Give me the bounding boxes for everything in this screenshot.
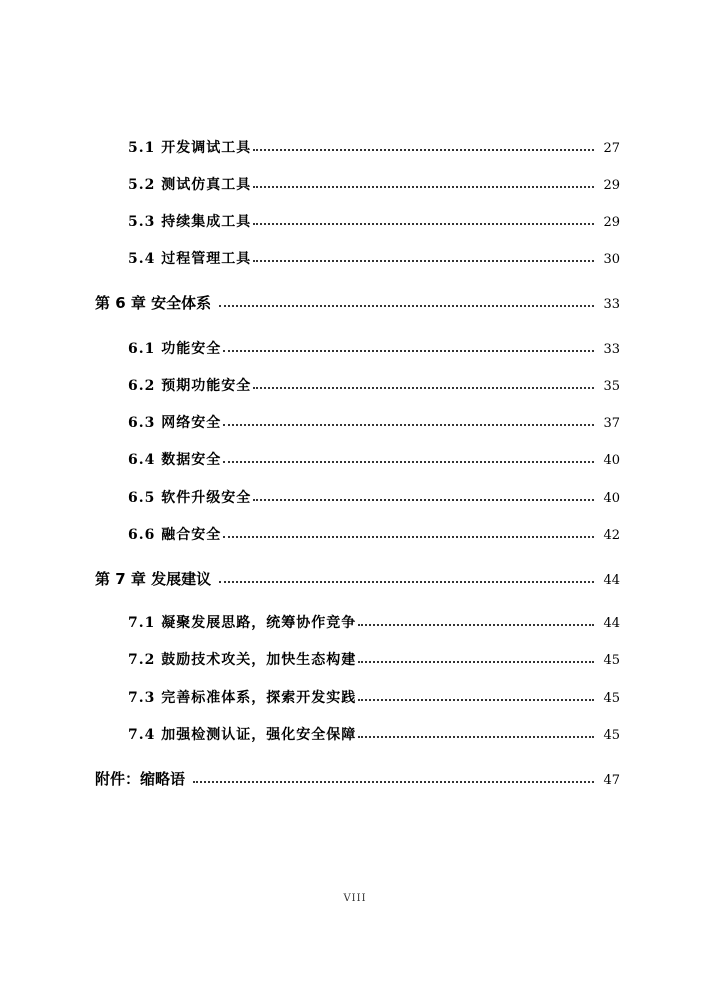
toc-entry-title: 6.2 预期功能安全 xyxy=(128,378,252,394)
dot-leader xyxy=(253,387,594,389)
toc-entry-page: 45 xyxy=(603,728,620,743)
toc-entry[interactable] xyxy=(128,643,620,667)
dot-leader xyxy=(358,699,594,701)
page-number: VIII xyxy=(343,893,367,904)
toc-entry[interactable] xyxy=(128,205,620,229)
dot-leader xyxy=(253,260,594,262)
toc-entry-page: 44 xyxy=(603,573,620,588)
dot-leader xyxy=(253,149,594,151)
toc-entry[interactable] xyxy=(128,606,620,630)
toc-entry-page: 45 xyxy=(603,653,620,668)
dot-leader xyxy=(358,661,594,663)
toc-entry-title: 附件：缩略语 xyxy=(95,770,186,788)
toc-entry-page: 27 xyxy=(603,141,620,156)
dot-leader xyxy=(219,305,594,307)
toc-entry[interactable] xyxy=(128,242,620,266)
toc-entry-title: 第 7 章 发展建议 xyxy=(95,570,212,588)
toc-entry-page: 33 xyxy=(603,342,620,357)
toc-entry[interactable] xyxy=(128,332,620,356)
toc-entry-page: 30 xyxy=(603,252,620,267)
dot-leader xyxy=(253,223,594,225)
toc-entry-title: 5.1 开发调试工具 xyxy=(128,140,252,156)
toc-entry[interactable] xyxy=(128,406,620,430)
toc-entry-page: 29 xyxy=(603,178,620,193)
toc-entry-page: 42 xyxy=(603,528,620,543)
toc-appendix-entry[interactable] xyxy=(95,763,620,787)
toc-chapter-entry[interactable] xyxy=(95,287,620,311)
dot-leader xyxy=(223,350,594,352)
dot-leader xyxy=(253,186,594,188)
toc-entry-page: 37 xyxy=(603,416,620,431)
toc-entry-title: 6.1 功能安全 xyxy=(128,341,222,357)
toc-entry[interactable] xyxy=(128,718,620,742)
toc-entry-page: 40 xyxy=(603,491,620,506)
toc-entry-page: 35 xyxy=(603,379,620,394)
toc-entry-page: 33 xyxy=(603,297,620,312)
toc-entry[interactable] xyxy=(128,518,620,542)
toc-entry-title: 7.4 加强检测认证，强化安全保障 xyxy=(128,727,357,743)
toc-entry-page: 47 xyxy=(603,773,620,788)
dot-leader xyxy=(219,581,594,583)
toc-entry[interactable] xyxy=(128,369,620,393)
dot-leader xyxy=(223,461,594,463)
toc-entry-page: 29 xyxy=(603,215,620,230)
toc-chapter-entry[interactable] xyxy=(95,563,620,587)
toc-entry-title: 6.6 融合安全 xyxy=(128,527,222,543)
dot-leader xyxy=(253,499,594,501)
dot-leader xyxy=(223,536,594,538)
toc-entry-title: 7.1 凝聚发展思路，统筹协作竞争 xyxy=(128,615,357,631)
toc-entry-title: 7.2 鼓励技术攻关，加快生态构建 xyxy=(128,652,357,668)
toc-entry-title: 第 6 章 安全体系 xyxy=(95,294,212,312)
toc-entry-page: 44 xyxy=(603,616,620,631)
dot-leader xyxy=(358,624,594,626)
toc-entry[interactable] xyxy=(128,168,620,192)
dot-leader xyxy=(223,424,594,426)
toc-entry-title: 7.3 完善标准体系，探索开发实践 xyxy=(128,690,357,706)
toc-entry-title: 5.4 过程管理工具 xyxy=(128,251,252,267)
toc-entry[interactable] xyxy=(128,131,620,155)
toc-entry-title: 5.2 测试仿真工具 xyxy=(128,177,252,193)
toc-entry-title: 6.3 网络安全 xyxy=(128,415,222,431)
toc-entry-page: 40 xyxy=(603,453,620,468)
toc-entry[interactable] xyxy=(128,481,620,505)
toc-entry[interactable] xyxy=(128,443,620,467)
toc-entry-page: 45 xyxy=(603,691,620,706)
toc-entry-title: 6.5 软件升级安全 xyxy=(128,490,252,506)
toc-entry-title: 5.3 持续集成工具 xyxy=(128,214,252,230)
toc-entry[interactable] xyxy=(128,681,620,705)
dot-leader xyxy=(193,781,594,783)
toc-entry-title: 6.4 数据安全 xyxy=(128,452,222,468)
dot-leader xyxy=(358,736,594,738)
